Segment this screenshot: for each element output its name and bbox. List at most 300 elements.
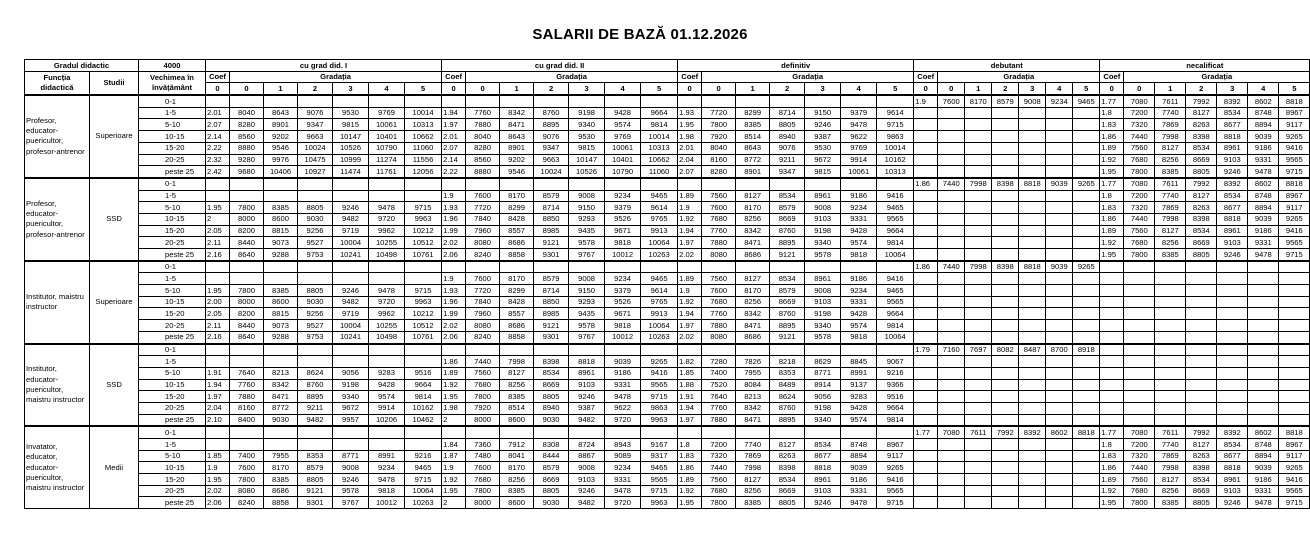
- salary-cell: [938, 202, 965, 214]
- salary-cell: [1124, 344, 1155, 356]
- salary-cell: 8724: [569, 439, 605, 451]
- salary-cell: 8392: [1217, 178, 1248, 190]
- salary-cell: [992, 367, 1019, 379]
- table-row: [25, 261, 1310, 273]
- salary-cell: [805, 426, 841, 438]
- coef-cell: 1.98: [678, 131, 702, 143]
- salary-cell: [1046, 439, 1073, 451]
- salary-cell: [405, 426, 442, 438]
- salary-cell: 8000: [230, 296, 264, 308]
- salary-cell: [405, 344, 442, 356]
- salary-cell: 8818: [1073, 426, 1100, 438]
- vechimea-cell: 1-5: [139, 273, 206, 285]
- salary-cell: 7880: [702, 237, 736, 249]
- salary-cell: 9265: [1073, 261, 1100, 273]
- salary-cell: 8080: [702, 249, 736, 261]
- salary-cell: 8961: [805, 190, 841, 202]
- salary-cell: 9715: [405, 285, 442, 297]
- coef-cell: [1100, 308, 1124, 320]
- salary-cell: 9073: [264, 320, 298, 332]
- salary-table: [24, 59, 1310, 509]
- salary-cell: 8080: [466, 320, 500, 332]
- salary-cell: 8858: [500, 249, 534, 261]
- salary-cell: [1019, 308, 1046, 320]
- salary-cell: 8342: [736, 402, 770, 414]
- salary-cell: [1279, 296, 1310, 308]
- table-row: [25, 320, 1310, 332]
- salary-cell: [333, 344, 369, 356]
- coef-cell: 2.00: [206, 296, 230, 308]
- salary-cell: 10004: [333, 320, 369, 332]
- salary-cell: [333, 439, 369, 451]
- salary-cell: 8818: [1279, 426, 1310, 438]
- table-row: [25, 178, 1310, 190]
- salary-cell: 9416: [1279, 474, 1310, 486]
- salary-cell: 7800: [1124, 166, 1155, 178]
- salary-cell: [1073, 225, 1100, 237]
- salary-cell: [938, 439, 965, 451]
- salary-cell: [938, 331, 965, 343]
- salary-cell: 8961: [805, 273, 841, 285]
- salary-cell: [1073, 213, 1100, 225]
- vechimea-cell: 20-25: [139, 320, 206, 332]
- salary-cell: [1073, 142, 1100, 154]
- salary-cell: 8967: [877, 439, 914, 451]
- salary-cell: 9465: [877, 202, 914, 214]
- salary-cell: 8818: [1019, 178, 1046, 190]
- salary-cell: [805, 344, 841, 356]
- salary-cell: 8805: [770, 119, 805, 131]
- salary-cell: [1124, 367, 1155, 379]
- salary-cell: [992, 391, 1019, 403]
- coef-cell: [1100, 261, 1124, 273]
- coef-cell: 2.07: [442, 142, 466, 154]
- salary-cell: 8818: [1217, 131, 1248, 143]
- salary-cell: 9815: [333, 119, 369, 131]
- salary-cell: 9030: [264, 414, 298, 426]
- salary-cell: [298, 426, 333, 438]
- coef-cell: [914, 474, 938, 486]
- salary-cell: [992, 142, 1019, 154]
- vechimea-cell: 0-1: [139, 261, 206, 273]
- salary-cell: [965, 414, 992, 426]
- coef-cell: 1.9: [678, 285, 702, 297]
- salary-cell: 9301: [298, 497, 333, 509]
- salary-cell: [369, 190, 405, 202]
- salary-cell: 10927: [298, 166, 333, 178]
- salary-cell: 8669: [534, 379, 569, 391]
- salary-cell: [298, 178, 333, 190]
- coef-cell: 1.99: [442, 225, 466, 237]
- salary-cell: 7320: [702, 450, 736, 462]
- salary-cell: 9198: [569, 107, 605, 119]
- salary-cell: [1019, 131, 1046, 143]
- salary-cell: [1073, 356, 1100, 368]
- salary-cell: 7640: [702, 391, 736, 403]
- coef-cell: [914, 119, 938, 131]
- salary-cell: 9428: [605, 107, 641, 119]
- salary-cell: [405, 439, 442, 451]
- coef-cell: 1.8: [678, 439, 702, 451]
- coef-cell: 2.02: [678, 331, 702, 343]
- salary-cell: 9198: [805, 402, 841, 414]
- salary-cell: [1124, 356, 1155, 368]
- salary-cell: [1019, 474, 1046, 486]
- salary-cell: 9720: [369, 213, 405, 225]
- salary-cell: 7560: [466, 367, 500, 379]
- salary-cell: [1073, 119, 1100, 131]
- salary-cell: [1155, 367, 1186, 379]
- salary-cell: [1186, 356, 1217, 368]
- salary-cell: 7880: [702, 320, 736, 332]
- salary-cell: 8040: [466, 131, 500, 143]
- salary-cell: 9331: [841, 485, 877, 497]
- salary-cell: [1217, 320, 1248, 332]
- table-row: [25, 166, 1310, 178]
- salary-cell: 7611: [1155, 95, 1186, 107]
- salary-cell: [333, 426, 369, 438]
- salary-cell: 8398: [534, 356, 569, 368]
- salary-cell: [1248, 344, 1279, 356]
- vechimea-cell: 5-10: [139, 202, 206, 214]
- salary-cell: 9815: [569, 142, 605, 154]
- coef-cell: [442, 178, 466, 190]
- vechimea-cell: 10-15: [139, 296, 206, 308]
- coef-cell: 2.05: [206, 225, 230, 237]
- salary-cell: [641, 344, 678, 356]
- salary-cell: 9530: [333, 107, 369, 119]
- salary-cell: [1124, 414, 1155, 426]
- salary-cell: 9565: [1279, 237, 1310, 249]
- salary-cell: [1046, 497, 1073, 509]
- coef-cell: 1.85: [678, 367, 702, 379]
- salary-cell: 7955: [736, 367, 770, 379]
- coef-cell: 1.95: [1100, 166, 1124, 178]
- salary-cell: 8080: [702, 331, 736, 343]
- salary-cell: 11060: [641, 166, 678, 178]
- salary-cell: [1073, 367, 1100, 379]
- salary-cell: [534, 426, 569, 438]
- coef-cell: 1.89: [678, 474, 702, 486]
- coef-cell: [914, 225, 938, 237]
- salary-cell: [992, 107, 1019, 119]
- salary-cell: 7920: [466, 402, 500, 414]
- salary-cell: 9957: [333, 414, 369, 426]
- salary-cell: 8170: [500, 273, 534, 285]
- coef-cell: 1.85: [206, 450, 230, 462]
- salary-cell: 9814: [877, 237, 914, 249]
- salary-cell: [1217, 308, 1248, 320]
- salary-cell: [1155, 261, 1186, 273]
- salary-cell: 7680: [702, 213, 736, 225]
- vechimea-cell: 10-15: [139, 379, 206, 391]
- salary-cell: 9814: [877, 320, 914, 332]
- salary-cell: [1186, 331, 1217, 343]
- vechimea-cell: peste 25: [139, 414, 206, 426]
- table-row: [25, 308, 1310, 320]
- salary-cell: 9565: [1279, 154, 1310, 166]
- salary-cell: 10406: [264, 166, 298, 178]
- salary-cell: [992, 273, 1019, 285]
- coef-cell: 1.92: [1100, 485, 1124, 497]
- salary-cell: [877, 426, 914, 438]
- salary-cell: 7760: [466, 107, 500, 119]
- salary-cell: 7400: [702, 367, 736, 379]
- salary-cell: 9671: [605, 225, 641, 237]
- salary-cell: 7740: [1155, 439, 1186, 451]
- coef-cell: 2.22: [206, 142, 230, 154]
- salary-cell: [1186, 344, 1217, 356]
- coef-cell: 1.8: [1100, 107, 1124, 119]
- salary-cell: 9478: [605, 391, 641, 403]
- salary-cell: 8534: [1217, 190, 1248, 202]
- coef-cell: 2: [442, 497, 466, 509]
- salary-cell: [965, 439, 992, 451]
- salary-cell: 9565: [1279, 485, 1310, 497]
- salary-cell: 7611: [965, 426, 992, 438]
- salary-cell: 7640: [230, 367, 264, 379]
- salary-cell: 8850: [534, 296, 569, 308]
- category-necalificat: necalificat: [1100, 60, 1310, 72]
- salary-cell: 8560: [466, 154, 500, 166]
- salary-cell: 11556: [405, 154, 442, 166]
- coef-cell: [914, 439, 938, 451]
- salary-cell: 8170: [965, 95, 992, 107]
- salary-cell: [938, 474, 965, 486]
- salary-cell: 9198: [805, 225, 841, 237]
- salary-cell: [230, 190, 264, 202]
- salary-cell: 9246: [1217, 497, 1248, 509]
- salary-cell: 8398: [992, 178, 1019, 190]
- salary-cell: 10061: [841, 166, 877, 178]
- salary-cell: 7998: [965, 261, 992, 273]
- gradatia-number: 2: [770, 83, 805, 95]
- salary-cell: 9478: [841, 497, 877, 509]
- coef-cell: 1.95: [1100, 497, 1124, 509]
- salary-cell: 8895: [534, 119, 569, 131]
- salary-cell: 8080: [230, 485, 264, 497]
- salary-cell: 9073: [264, 237, 298, 249]
- coef-cell: 2.01: [678, 142, 702, 154]
- salary-cell: [333, 273, 369, 285]
- salary-cell: [938, 142, 965, 154]
- salary-cell: 8677: [1217, 119, 1248, 131]
- gradatia-number: 0: [1124, 83, 1155, 95]
- coef-cell: 1.95: [206, 285, 230, 297]
- salary-cell: [264, 426, 298, 438]
- salary-cell: [1155, 402, 1186, 414]
- salary-cell: 8385: [500, 485, 534, 497]
- salary-cell: [405, 261, 442, 273]
- coef-cell: [914, 391, 938, 403]
- salary-cell: [1046, 249, 1073, 261]
- salary-cell: 10024: [534, 166, 569, 178]
- salary-cell: 8534: [770, 474, 805, 486]
- grad-didactic-value: 4000: [139, 60, 206, 72]
- salary-cell: [1019, 331, 1046, 343]
- salary-cell: 8579: [534, 190, 569, 202]
- salary-cell: 8686: [736, 249, 770, 261]
- salary-cell: 10012: [605, 331, 641, 343]
- salary-cell: 8263: [1186, 202, 1217, 214]
- salary-cell: 10512: [405, 320, 442, 332]
- salary-cell: 9366: [877, 379, 914, 391]
- gradatia-number: 0: [466, 83, 500, 95]
- studii-cell: Superioare: [90, 95, 139, 178]
- salary-cell: 9008: [805, 285, 841, 297]
- salary-cell: [1019, 485, 1046, 497]
- salary-cell: 7740: [1155, 107, 1186, 119]
- salary-cell: 8760: [770, 308, 805, 320]
- salary-cell: [1279, 273, 1310, 285]
- studii-cell: Medii: [90, 426, 139, 508]
- salary-cell: 8991: [841, 367, 877, 379]
- salary-cell: 9767: [569, 249, 605, 261]
- salary-cell: 9347: [534, 142, 569, 154]
- salary-cell: 10475: [298, 154, 333, 166]
- coef-cell: 1.86: [1100, 131, 1124, 143]
- salary-cell: [841, 344, 877, 356]
- vechimea-cell: 1-5: [139, 356, 206, 368]
- salary-cell: [965, 308, 992, 320]
- salary-cell: [938, 237, 965, 249]
- salary-cell: [369, 273, 405, 285]
- salary-cell: 8385: [736, 497, 770, 509]
- salary-cell: 7800: [702, 497, 736, 509]
- coef-cell: 2.16: [206, 331, 230, 343]
- salary-cell: 9574: [369, 391, 405, 403]
- vechimea-cell: 1-5: [139, 107, 206, 119]
- salary-cell: 11060: [405, 142, 442, 154]
- salary-cell: 9516: [405, 367, 442, 379]
- salary-cell: [605, 426, 641, 438]
- salary-cell: 8985: [534, 308, 569, 320]
- salary-cell: [405, 273, 442, 285]
- salary-cell: [1217, 367, 1248, 379]
- salary-cell: 8084: [736, 379, 770, 391]
- header-row-labels: [25, 71, 1310, 83]
- salary-cell: 7800: [466, 391, 500, 403]
- salary-cell: [938, 154, 965, 166]
- salary-cell: 9715: [1279, 166, 1310, 178]
- gradatia-number: 1: [1155, 83, 1186, 95]
- salary-cell: 9578: [569, 237, 605, 249]
- salary-cell: [1186, 320, 1217, 332]
- gradatia-number: 3: [805, 83, 841, 95]
- functia-cell: Invatator, educator, educator-puericultor, maistru instructor: [25, 426, 90, 508]
- table-row: [25, 485, 1310, 497]
- coef-cell: [914, 202, 938, 214]
- coef-cell: 1.92: [678, 213, 702, 225]
- salary-cell: 9465: [877, 285, 914, 297]
- coef-cell: 1.77: [914, 426, 938, 438]
- salary-cell: 8815: [264, 308, 298, 320]
- table-row: [25, 213, 1310, 225]
- salary-cell: [1046, 119, 1073, 131]
- salary-cell: [938, 119, 965, 131]
- salary-cell: [298, 95, 333, 107]
- gradatia-number: 5: [641, 83, 678, 95]
- salary-cell: 9478: [605, 485, 641, 497]
- salary-cell: 8534: [770, 273, 805, 285]
- coef-sub-header: 0: [914, 83, 938, 95]
- salary-cell: 9664: [405, 379, 442, 391]
- salary-cell: 8640: [230, 331, 264, 343]
- salary-cell: 8686: [500, 320, 534, 332]
- salary-cell: 8967: [1279, 107, 1310, 119]
- vechimea-cell: 5-10: [139, 119, 206, 131]
- coef-cell: [206, 261, 230, 273]
- salary-cell: 8602: [1046, 426, 1073, 438]
- salary-cell: 8818: [569, 356, 605, 368]
- coef-cell: [914, 107, 938, 119]
- salary-cell: 7992: [1186, 426, 1217, 438]
- salary-cell: 7826: [736, 356, 770, 368]
- salary-cell: [605, 344, 641, 356]
- salary-cell: 9664: [877, 402, 914, 414]
- salary-cell: 8400: [230, 414, 264, 426]
- salary-cell: 8669: [1186, 237, 1217, 249]
- salary-cell: 9914: [841, 154, 877, 166]
- salary-cell: [264, 356, 298, 368]
- salary-cell: 7600: [466, 190, 500, 202]
- salary-cell: 10263: [641, 249, 678, 261]
- gradatia-number: 1: [736, 83, 770, 95]
- coef-cell: 1.86: [1100, 462, 1124, 474]
- coef-cell: [914, 356, 938, 368]
- coef-cell: 1.94: [442, 107, 466, 119]
- salary-cell: [1019, 237, 1046, 249]
- salary-cell: [1046, 379, 1073, 391]
- salary-cell: [992, 439, 1019, 451]
- salary-cell: 7800: [1124, 497, 1155, 509]
- salary-cell: 8534: [805, 439, 841, 451]
- salary-cell: 10761: [405, 331, 442, 343]
- salary-cell: 9818: [841, 331, 877, 343]
- salary-cell: 8818: [1217, 213, 1248, 225]
- salary-cell: 7680: [702, 485, 736, 497]
- coef-cell: 1.94: [678, 308, 702, 320]
- salary-cell: [1124, 261, 1155, 273]
- salary-cell: [1019, 402, 1046, 414]
- gradatia-number: 0: [230, 83, 264, 95]
- salary-cell: 7520: [702, 379, 736, 391]
- salary-cell: 7400: [230, 450, 264, 462]
- salary-cell: 9198: [333, 379, 369, 391]
- salary-cell: 9428: [841, 308, 877, 320]
- salary-cell: [369, 356, 405, 368]
- salary-cell: 7998: [1155, 462, 1186, 474]
- coef-cell: 1.86: [442, 356, 466, 368]
- salary-cell: 10241: [333, 331, 369, 343]
- salary-cell: [992, 308, 1019, 320]
- salary-cell: 9465: [1073, 95, 1100, 107]
- salary-cell: [992, 190, 1019, 202]
- salary-cell: 8714: [534, 285, 569, 297]
- salary-cell: [938, 367, 965, 379]
- salary-cell: 8669: [1186, 154, 1217, 166]
- salary-cell: [1046, 154, 1073, 166]
- salary-cell: [965, 202, 992, 214]
- salary-cell: [1073, 402, 1100, 414]
- salary-cell: [298, 273, 333, 285]
- salary-cell: 9103: [805, 485, 841, 497]
- salary-cell: [230, 426, 264, 438]
- coef-cell: 1.9: [442, 273, 466, 285]
- salary-cell: 9331: [1248, 237, 1279, 249]
- salary-cell: [1046, 225, 1073, 237]
- category-grad-2: cu grad did. II: [442, 60, 678, 72]
